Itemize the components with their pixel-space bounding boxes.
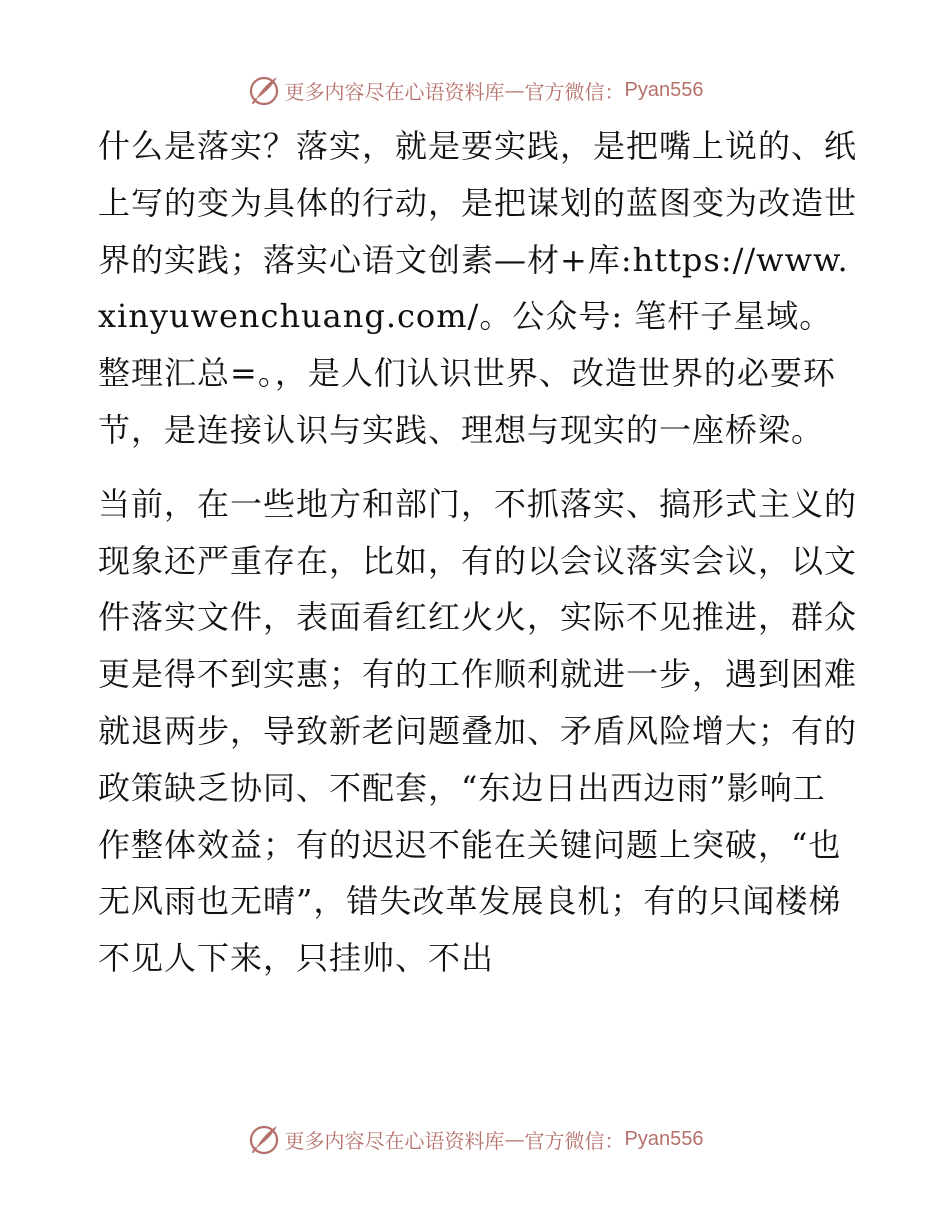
paragraph-1: 什么是落实？落实，就是要实践，是把嘴上说的、纸上写的变为具体的行动，是把谋划的蓝图变为改造世界的实践；落实心语文创素—材+库:https://www.xinyuwenchuang.com/。公众号: 笔杆子星域。整理汇总=。，是人们认识世界、改造世界的必要环节，是连接认识与实践、理想与现实的一座桥梁。 — [98, 127, 858, 449]
banner-separator: — — [504, 78, 525, 102]
banner-main-text: 更多内容尽在心语资料库 — [284, 79, 505, 104]
banner-wechat-id: Pyan556 — [624, 78, 704, 101]
header-banner — [0, 70, 950, 110]
quill-pen-logo-icon — [247, 1122, 281, 1156]
footer-banner — [0, 1119, 950, 1159]
paragraph-2: 当前，在一些地方和部门，不抓落实、搞形式主义的现象还严重存在，比如，有的以会议落实会议，以文件落实文件，表面看红红火火，实际不见推进，群众更是得不到实惠；有的工作顺利就进一步，遇到困难就退两步，导致新老问题叠加、矛盾风险增大；有的政策缺乏协同、不配套，“东边日出西边雨”影响工作整体效益；有的迟迟不能在关键问题上突破，“也无风雨也无晴”，错失改革发展良机；有的只闻楼梯不见人下来，只挂帅、不出 — [98, 484, 858, 978]
banner-wechat-id: Pyan556 — [624, 1127, 704, 1150]
banner-main-text: 更多内容尽在心语资料库 — [284, 1128, 505, 1153]
banner-separator: — — [504, 1127, 525, 1151]
document-body — [98, 118, 858, 987]
banner-wechat-label: 官方微信： — [524, 79, 625, 104]
quill-pen-logo-icon — [247, 73, 281, 107]
banner-wechat-label: 官方微信： — [524, 1128, 625, 1153]
